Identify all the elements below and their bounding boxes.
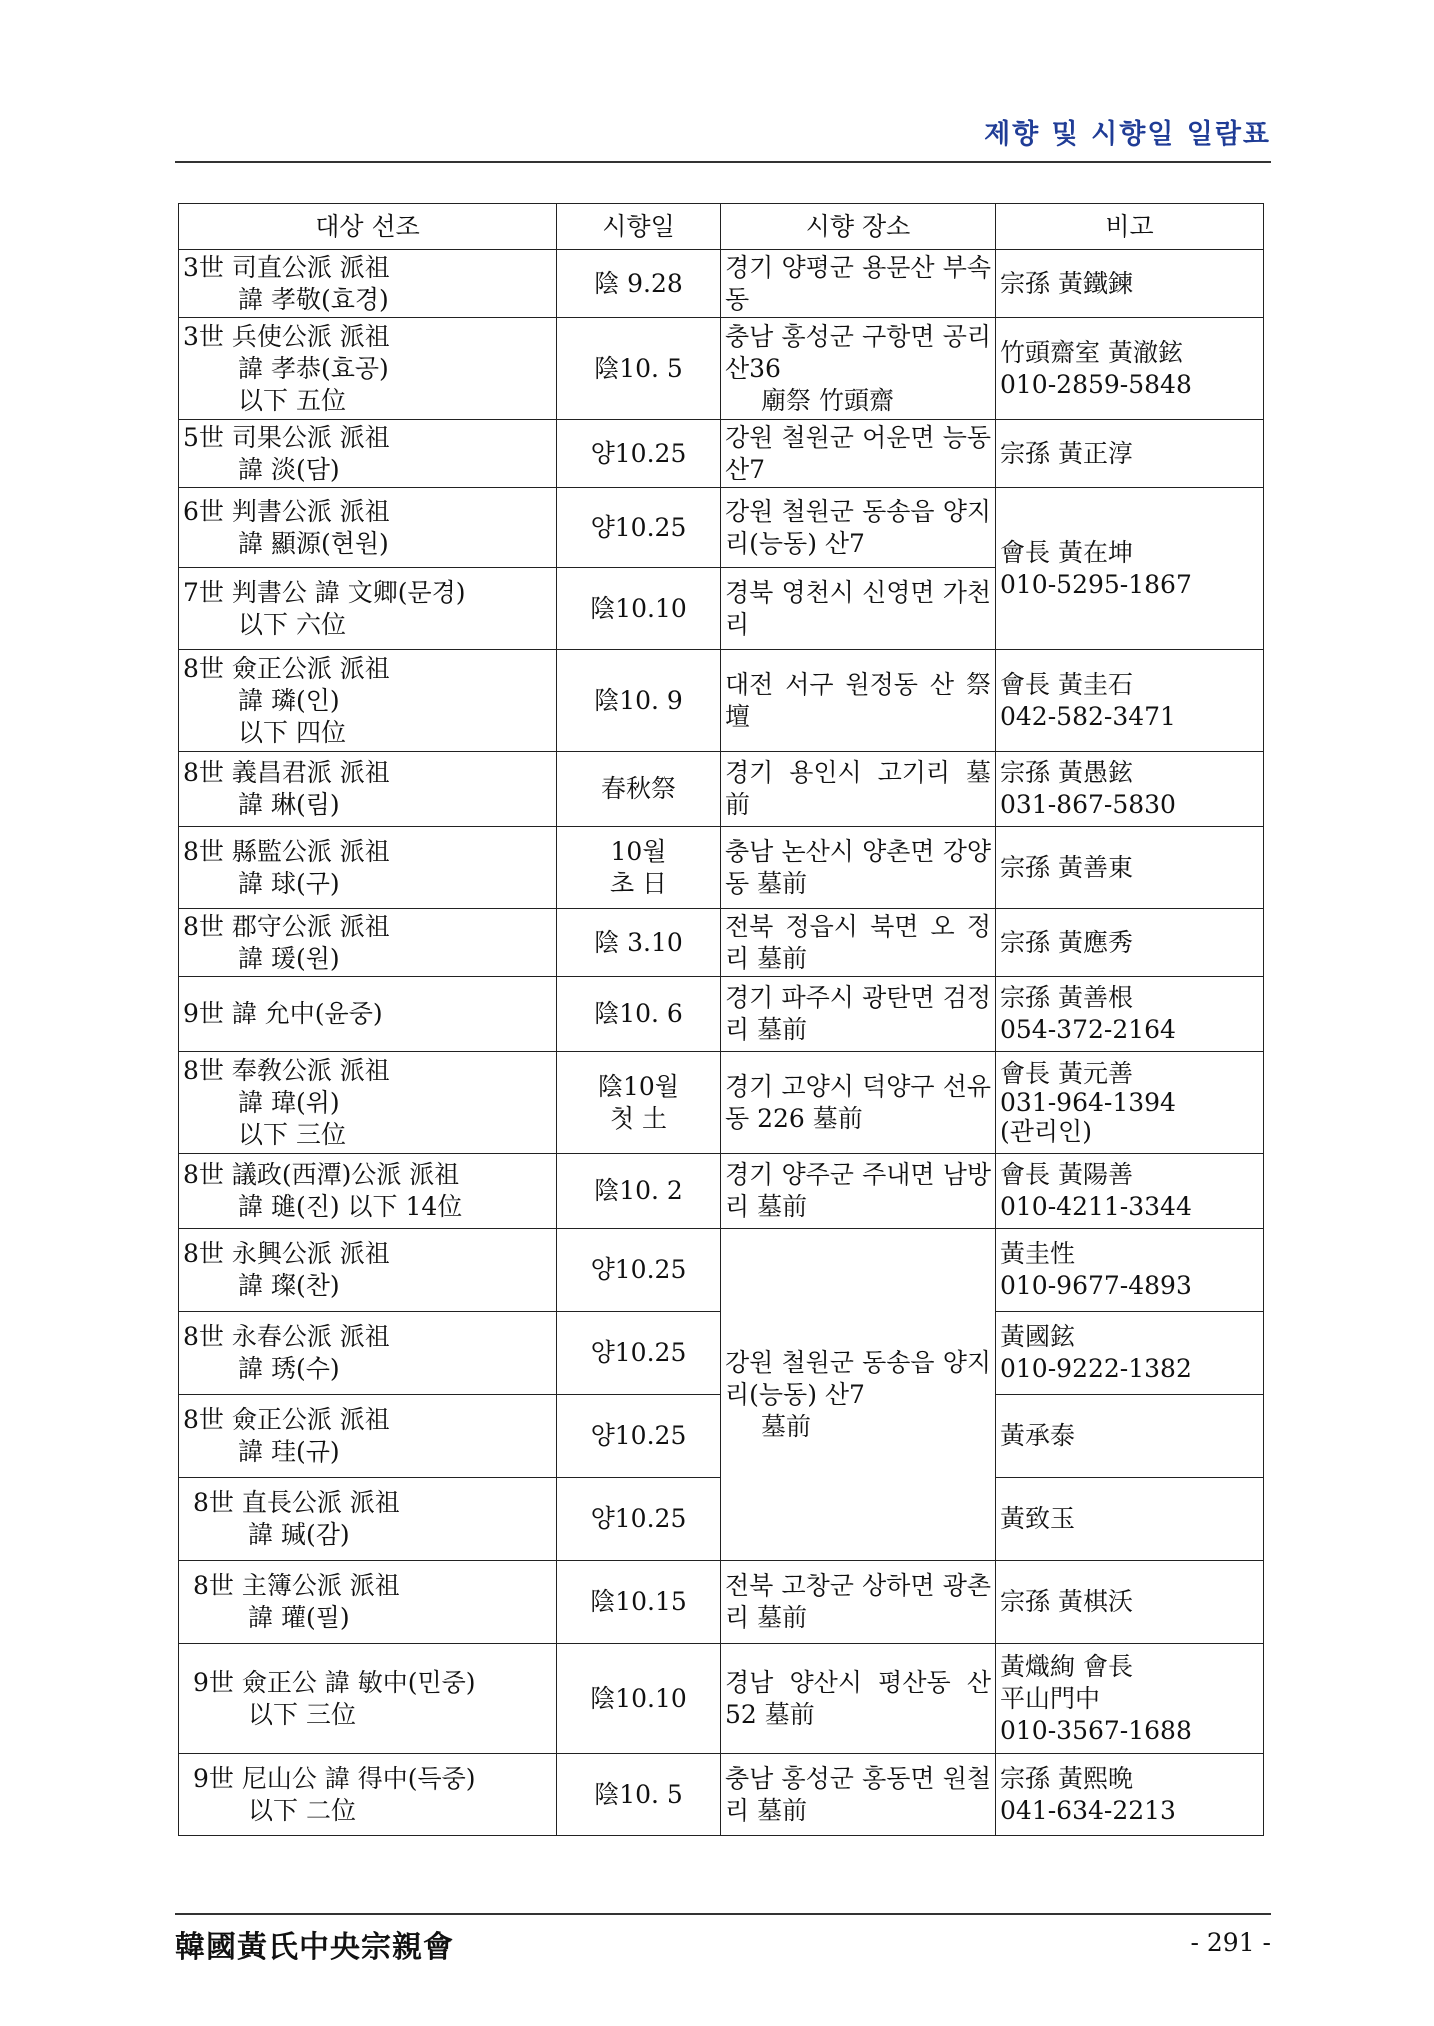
table-row xyxy=(179,752,1264,827)
date-cell: 陰10. 6 xyxy=(557,977,721,1052)
ancestor-cell: 9世 尼山公 諱 得中(득중) 以下 二位 xyxy=(179,1754,557,1836)
date-cell: 양10.25 xyxy=(557,1478,721,1561)
ancestor-cell: 7世 判書公 諱 文卿(문경) 以下 六位 xyxy=(179,568,557,650)
page-header-title: 제향 및 시향일 일람표 xyxy=(984,119,1271,150)
place-cell: 충남 홍성군 구항면 공리 산36 廟祭 竹頭齋 xyxy=(721,318,996,420)
date-cell: 陰10.15 xyxy=(557,1561,721,1644)
ancestral-rites-table xyxy=(178,203,1264,1836)
place-cell: 충남 논산시 양촌면 강양동 墓前 xyxy=(721,827,996,909)
ancestor-cell: 5世 司果公派 派祖 諱 淡(담) xyxy=(179,420,557,488)
ancestor-cell: 8世 義昌君派 派祖 諱 琳(림) xyxy=(179,752,557,827)
note-cell: 宗孫 黃棋沃 xyxy=(996,1561,1264,1644)
date-cell: 10월 초 日 xyxy=(557,827,721,909)
place-cell: 경북 영천시 신영면 가천리 xyxy=(721,568,996,650)
table-row xyxy=(179,488,1264,568)
column-header-date: 시향일 xyxy=(557,204,721,250)
date-cell: 陰10월 첫 土 xyxy=(557,1052,721,1154)
note-cell: 宗孫 黃鐵鍊 xyxy=(996,250,1264,318)
ancestor-cell: 9世 僉正公 諱 敏中(민중) 以下 三位 xyxy=(179,1644,557,1754)
place-cell: 경기 용인시 고기리 墓前 xyxy=(721,752,996,827)
place-cell: 강원 철원군 동송읍 양지리(능동) 산7 xyxy=(721,488,996,568)
date-cell: 陰10.10 xyxy=(557,1644,721,1754)
date-cell: 陰10. 9 xyxy=(557,650,721,752)
table-row xyxy=(179,1561,1264,1644)
ancestor-cell: 8世 僉正公派 派祖 諱 珪(규) xyxy=(179,1395,557,1478)
date-cell: 양10.25 xyxy=(557,488,721,568)
ancestor-cell: 8世 主簿公派 派祖 諱 瓘(필) xyxy=(179,1561,557,1644)
footer-divider xyxy=(175,1913,1271,1915)
place-cell: 경기 파주시 광탄면 검정리 墓前 xyxy=(721,977,996,1052)
note-cell: 會長 黃元善 031-964-1394 (관리인) xyxy=(996,1052,1264,1154)
place-cell: 경기 양주군 주내면 남방리 墓前 xyxy=(721,1154,996,1229)
note-cell: 會長 黃陽善 010-4211-3344 xyxy=(996,1154,1264,1229)
page-number: - 291 - xyxy=(1190,1928,1271,1957)
note-cell: 黃承泰 xyxy=(996,1395,1264,1478)
table-row xyxy=(179,977,1264,1052)
place-cell: 경남 양산시 평산동 산52 墓前 xyxy=(721,1644,996,1754)
date-cell: 양10.25 xyxy=(557,420,721,488)
ancestor-cell: 8世 郡守公派 派祖 諱 瑗(원) xyxy=(179,909,557,977)
note-cell: 黃熾絢 會長 平山門中 010-3567-1688 xyxy=(996,1644,1264,1754)
ancestor-cell: 8世 僉正公派 派祖 諱 璘(인) 以下 四位 xyxy=(179,650,557,752)
note-cell: 宗孫 黃應秀 xyxy=(996,909,1264,977)
table-row xyxy=(179,1154,1264,1229)
date-cell: 陰10. 5 xyxy=(557,318,721,420)
note-cell: 竹頭齋室 黃澈鉉 010-2859-5848 xyxy=(996,318,1264,420)
place-cell-merged: 강원 철원군 동송읍 양지리(능동) 산7 墓前 xyxy=(721,1229,996,1561)
note-cell: 宗孫 黃善根 054-372-2164 xyxy=(996,977,1264,1052)
ancestor-cell: 9世 諱 允中(윤중) xyxy=(179,977,557,1052)
note-cell: 宗孫 黃熙晩 041-634-2213 xyxy=(996,1754,1264,1836)
date-cell: 양10.25 xyxy=(557,1312,721,1395)
note-cell: 會長 黃圭石 042-582-3471 xyxy=(996,650,1264,752)
table-row xyxy=(179,1229,1264,1312)
table-row xyxy=(179,827,1264,909)
ancestor-cell: 3世 司直公派 派祖 諱 孝敬(효경) xyxy=(179,250,557,318)
place-cell: 충남 홍성군 홍동면 원철리 墓前 xyxy=(721,1754,996,1836)
table-row xyxy=(179,909,1264,977)
place-cell: 전북 고창군 상하면 광촌리 墓前 xyxy=(721,1561,996,1644)
table-row xyxy=(179,250,1264,318)
note-cell: 會長 黃在坤 010-5295-1867 xyxy=(996,488,1264,650)
note-cell: 宗孫 黃愚鉉 031-867-5830 xyxy=(996,752,1264,827)
table-header-row xyxy=(179,204,1264,250)
date-cell: 양10.25 xyxy=(557,1229,721,1312)
ancestor-cell: 8世 永興公派 派祖 諱 璨(찬) xyxy=(179,1229,557,1312)
table-row xyxy=(179,1644,1264,1754)
date-cell: 陰10. 5 xyxy=(557,1754,721,1836)
table-row xyxy=(179,650,1264,752)
table-row xyxy=(179,318,1264,420)
ancestor-cell: 8世 永春公派 派祖 諱 琇(수) xyxy=(179,1312,557,1395)
note-cell: 宗孫 黃正淳 xyxy=(996,420,1264,488)
column-header-ancestor: 대상 선조 xyxy=(179,204,557,250)
date-cell: 양10.25 xyxy=(557,1395,721,1478)
ancestor-cell: 8世 奉敎公派 派祖 諱 瑋(위) 以下 三位 xyxy=(179,1052,557,1154)
table-row xyxy=(179,1052,1264,1154)
ancestor-cell: 6世 判書公派 派祖 諱 顯源(현원) xyxy=(179,488,557,568)
date-cell: 陰10.10 xyxy=(557,568,721,650)
ancestor-cell: 8世 議政(西潭)公派 派祖 諱 璡(진) 以下 14位 xyxy=(179,1154,557,1229)
ancestor-cell: 3世 兵使公派 派祖 諱 孝恭(효공) 以下 五位 xyxy=(179,318,557,420)
place-cell: 전북 정읍시 북면 오 정리 墓前 xyxy=(721,909,996,977)
note-cell: 黃圭性 010-9677-4893 xyxy=(996,1229,1264,1312)
ancestor-cell: 8世 縣監公派 派祖 諱 球(구) xyxy=(179,827,557,909)
date-cell: 陰 9.28 xyxy=(557,250,721,318)
table-row xyxy=(179,420,1264,488)
table-row xyxy=(179,1754,1264,1836)
date-cell: 陰10. 2 xyxy=(557,1154,721,1229)
note-cell: 黃國鉉 010-9222-1382 xyxy=(996,1312,1264,1395)
note-cell: 宗孫 黃善東 xyxy=(996,827,1264,909)
column-header-place: 시향 장소 xyxy=(721,204,996,250)
note-cell: 黃致玉 xyxy=(996,1478,1264,1561)
place-cell: 경기 고양시 덕양구 선유동 226 墓前 xyxy=(721,1052,996,1154)
date-cell: 陰 3.10 xyxy=(557,909,721,977)
date-cell: 春秋祭 xyxy=(557,752,721,827)
ancestor-cell: 8世 直長公派 派祖 諱 瑊(감) xyxy=(179,1478,557,1561)
footer-organization-name: 韓國黃氏中央宗親會 xyxy=(175,1930,454,1965)
place-cell: 경기 양평군 용문산 부속동 xyxy=(721,250,996,318)
place-cell: 대전 서구 원정동 산 祭壇 xyxy=(721,650,996,752)
header-divider xyxy=(175,161,1271,163)
column-header-note: 비고 xyxy=(996,204,1264,250)
place-cell: 강원 철원군 어운면 능동 산7 xyxy=(721,420,996,488)
